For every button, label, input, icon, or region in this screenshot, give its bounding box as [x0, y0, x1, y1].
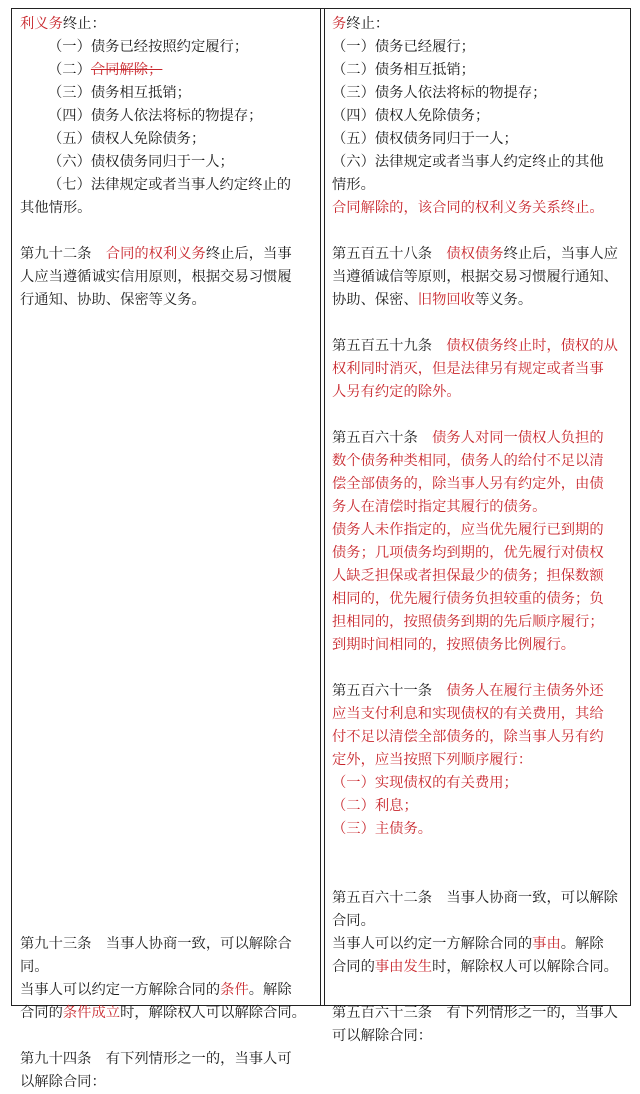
- highlight: 旧物回收: [417, 292, 475, 308]
- text-line: 其他情形。: [20, 200, 92, 216]
- text: 。解除: [560, 936, 604, 952]
- highlight: 债权债务: [446, 246, 504, 262]
- list-item: （五）债权人免除债务；: [48, 131, 206, 147]
- text: 当事人可以约定一方解除合同的: [20, 982, 221, 998]
- highlight: 事由: [532, 936, 561, 952]
- text: 。解除: [248, 982, 292, 998]
- highlight: 事由发生: [374, 959, 433, 975]
- article-562-line: 第五百六十二条 当事人协商一致，可以解除: [332, 890, 618, 906]
- highlight: 债务人对同一债权人负担的: [432, 430, 604, 446]
- list-item: （三）债务人依法将标的物提存；: [332, 85, 547, 101]
- text: 时，解除权人可以解除合同。: [432, 959, 618, 975]
- article-561-line: 应当支付利息和实现债权的有关费用，其给: [332, 706, 604, 722]
- text: 合同的: [332, 959, 375, 975]
- article-558-line: [332, 243, 624, 266]
- article-93-line: [20, 979, 310, 1002]
- list-item: （五）债权债务同归于一人；: [332, 131, 518, 147]
- list-item: （三）债务相互抵销；: [48, 85, 191, 101]
- list-item: （一）债务已经按照约定履行；: [48, 39, 249, 55]
- list-item-struck: [20, 59, 310, 82]
- article-562-line: 合同。: [332, 913, 375, 929]
- article-94-line: 以解除合同：: [20, 1074, 106, 1090]
- article-560-line: 人缺乏担保或者担保最少的债务；担保数额: [332, 568, 604, 584]
- article-560-line: [332, 427, 624, 450]
- list-item: （六）债权债务同归于一人；: [48, 154, 234, 170]
- article-560-line: 到期时间相同的，按照债务比例履行。: [332, 637, 576, 653]
- text: 合同的: [20, 1005, 63, 1021]
- article-560-line: 相同的，优先履行债务负担较重的债务；负: [332, 591, 604, 607]
- right-column-civil-code: [332, 13, 624, 1048]
- highlight: 债权债务终止时，债权的从: [446, 338, 618, 354]
- text: 等义务。: [474, 292, 533, 308]
- article-559-line: 权利同时消灭，但是法律另有规定或者当事: [332, 361, 604, 377]
- article-558-line: 当遵循诚信等原则，根据交易习惯履行通知、: [332, 269, 618, 285]
- text: 第五百六十条: [332, 430, 433, 446]
- article-561-line: 定外，应当按照下列顺序履行：: [332, 752, 533, 768]
- article-94-line: 第九十四条 有下列情形之一的，当事人可: [20, 1051, 292, 1067]
- text: （二）: [48, 62, 91, 78]
- text: 第九十二条: [20, 246, 106, 262]
- list-item: （一）债务已经履行；: [332, 39, 475, 55]
- list-item: （四）债权人免除债务；: [332, 108, 490, 124]
- column-divider: [320, 9, 325, 1005]
- text: 当事人可以约定一方解除合同的: [332, 936, 533, 952]
- article-560-line: 担相同的，按照债务到期的先后顺序履行；: [332, 614, 604, 630]
- text: 第五百五十九条: [332, 338, 447, 354]
- article-93-line: 同。: [20, 959, 49, 975]
- highlight: 债务人在履行主债务外还: [446, 683, 604, 699]
- article-563-line: 第五百六十三条 有下列情形之一的，当事人: [332, 1005, 618, 1021]
- article-560-line: 偿全部债务的，除当事人另有约定外，由债: [332, 476, 604, 492]
- article-560-line: 债务；几项债务均到期的，优先履行对债权: [332, 545, 604, 561]
- comparison-table: [11, 8, 631, 1090]
- article-93-line: 第九十三条 当事人协商一致，可以解除合: [20, 936, 292, 952]
- left-column-old-law: [20, 13, 310, 1094]
- highlight: 利义务: [20, 16, 63, 32]
- text: 终止：: [346, 16, 390, 32]
- article-561-line: （一）实现债权的有关费用；: [332, 775, 518, 791]
- article-92-line: 行通知、协助、保密等义务。: [20, 292, 206, 308]
- text: 终止后，当事人应: [503, 246, 618, 262]
- text-line: 情形。: [332, 177, 375, 193]
- article-563-line: 可以解除合同：: [332, 1028, 433, 1044]
- added-sentence: 合同解除的，该合同的权利义务关系终止。: [332, 200, 604, 216]
- text: 第五百六十一条: [332, 683, 447, 699]
- highlight: 条件: [220, 982, 249, 998]
- article-561-line: （二）利息；: [332, 798, 418, 814]
- article-561-line: （三）主债务。: [332, 821, 433, 837]
- text: 终止后，当事: [205, 246, 292, 262]
- article-560-line: 数个债务种类相同，债务人的给付不足以清: [332, 453, 604, 469]
- highlight: 合同的权利义务: [105, 246, 206, 262]
- article-560-line: 务人在清偿时指定其履行的债务。: [332, 499, 547, 515]
- text: 时，解除权人可以解除合同。: [120, 1005, 306, 1021]
- article-559-line: [332, 335, 624, 358]
- article-558-line: [332, 289, 624, 312]
- article-559-line: 人另有约定的除外。: [332, 384, 461, 400]
- article-562-line: [332, 956, 624, 979]
- text: 协助、保密、: [332, 292, 418, 308]
- list-item: （六）法律规定或者当事人约定终止的其他: [332, 154, 604, 170]
- article-92-line: 人应当遵循诚实信用原则，根据交易习惯履: [20, 269, 292, 285]
- text-line: [20, 13, 310, 36]
- article-92-line: [20, 243, 310, 266]
- highlight: 条件成立: [62, 1005, 121, 1021]
- list-item: （七）法律规定或者当事人约定终止的: [48, 177, 292, 193]
- highlight: 务: [332, 16, 347, 32]
- list-item: （四）债务人依法将标的物提存；: [48, 108, 263, 124]
- article-562-line: [332, 933, 624, 956]
- text: 终止：: [62, 16, 106, 32]
- article-561-line: 付不足以清偿全部债务的，除当事人另有约: [332, 729, 604, 745]
- article-561-line: [332, 680, 624, 703]
- article-560-line: 债务人未作指定的，应当优先履行已到期的: [332, 522, 604, 538]
- text-line: [332, 13, 624, 36]
- deleted-text: 合同解除；: [90, 62, 163, 78]
- text: 第五百五十八条: [332, 246, 447, 262]
- list-item: （二）债务相互抵销；: [332, 62, 475, 78]
